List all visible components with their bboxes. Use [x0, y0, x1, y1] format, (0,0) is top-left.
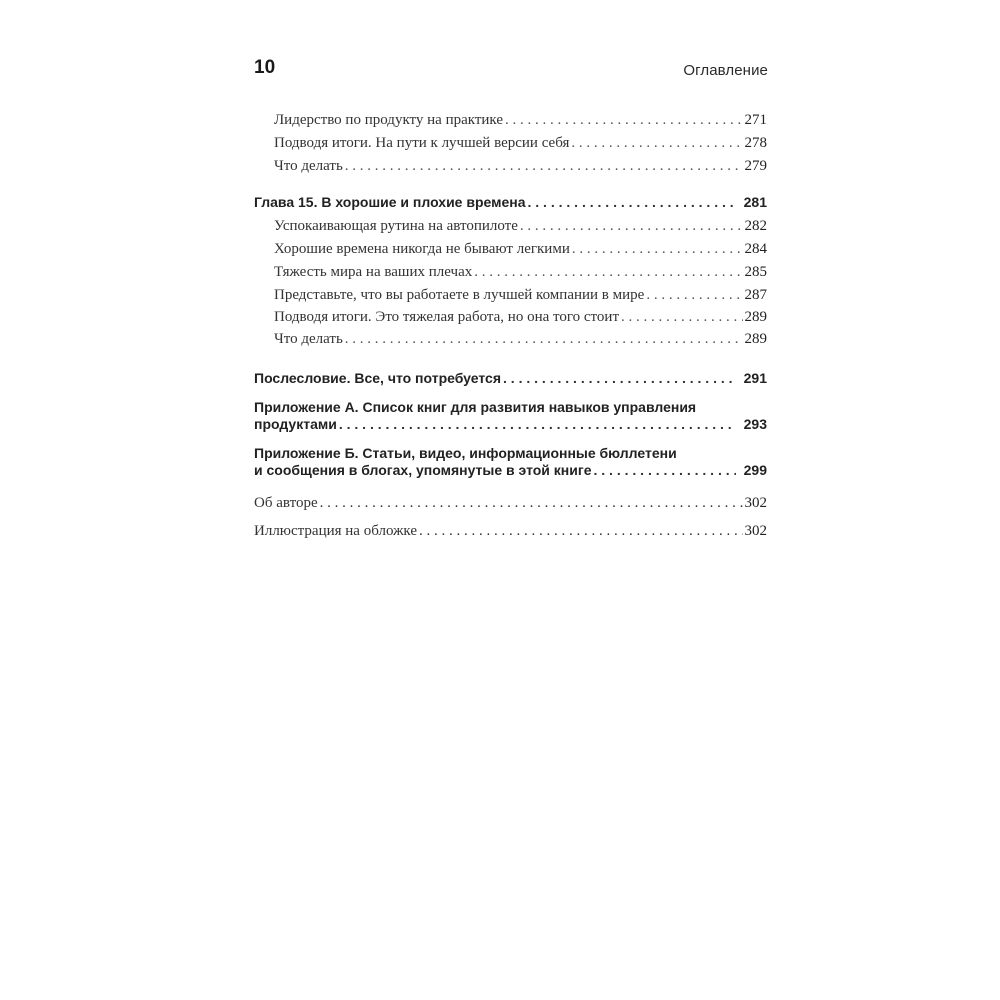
- toc-entry-page: 287: [744, 287, 767, 303]
- toc-appendix-a[interactable]: [254, 416, 767, 432]
- leader-dots: [503, 370, 736, 386]
- toc-entry-title: Успокаивающая рутина на автопилоте: [274, 218, 518, 234]
- toc-entry-page: 302: [744, 523, 767, 539]
- toc-chapter-page: 291: [743, 370, 767, 386]
- toc-chapter-page: 281: [743, 194, 767, 210]
- toc-chapter-title: Глава 15. В хорошие и плохие времена: [254, 194, 526, 210]
- toc-cover-illustration[interactable]: [254, 523, 767, 540]
- leader-dots: [474, 264, 742, 281]
- toc-entry-page: 289: [744, 331, 767, 347]
- toc-chapter-title: Послесловие. Все, что потребуется: [254, 370, 502, 386]
- toc-entry-page: 282: [744, 218, 767, 234]
- toc-entry[interactable]: [274, 287, 767, 304]
- toc-entry[interactable]: [274, 158, 767, 175]
- toc-entry-title: Иллюстрация на обложке: [254, 523, 418, 539]
- toc-entry[interactable]: [274, 241, 767, 258]
- leader-dots: [320, 495, 743, 512]
- leader-dots: [621, 309, 743, 326]
- toc-entry-page: 285: [744, 264, 767, 280]
- leader-dots: [419, 523, 742, 540]
- leader-dots: [520, 218, 743, 235]
- toc-entry-title: Об авторе: [254, 495, 318, 511]
- leader-dots: [572, 241, 743, 258]
- toc-chapter-title: продуктами: [254, 416, 337, 432]
- toc-entry[interactable]: [274, 331, 767, 348]
- toc-entry-title: Хорошие времена никогда не бывают легкими: [274, 241, 570, 257]
- toc-about-author[interactable]: [254, 495, 767, 512]
- leader-dots: [593, 462, 735, 478]
- toc-afterword[interactable]: [254, 370, 767, 386]
- toc-entry-title: Тяжесть мира на ваших плечах: [274, 264, 473, 280]
- toc-entry[interactable]: [274, 309, 767, 326]
- leader-dots: [505, 112, 743, 129]
- toc-entry[interactable]: [274, 112, 767, 129]
- leader-dots: [339, 416, 736, 432]
- toc-entry-title: Представьте, что вы работаете в лучшей компании в мире: [274, 287, 645, 303]
- toc-entry-page: 278: [744, 135, 767, 151]
- toc-entry-title: Что делать: [274, 158, 343, 174]
- running-title: Оглавление: [683, 62, 768, 79]
- toc-appendix-b[interactable]: [254, 462, 767, 478]
- toc-entry-page: 279: [744, 158, 767, 174]
- toc-chapter-page: 299: [743, 462, 767, 478]
- leader-dots: [345, 331, 743, 348]
- toc-entry[interactable]: [274, 218, 767, 235]
- toc-appendix-b-line1[interactable]: Приложение Б. Статьи, видео, информационные бюллетени: [254, 445, 677, 461]
- toc-entry[interactable]: [274, 135, 767, 152]
- page-number: 10: [254, 57, 276, 78]
- toc-chapter-page: 293: [743, 416, 767, 432]
- toc-entry-title: Подводя итоги. Это тяжелая работа, но она того стоит: [274, 309, 619, 325]
- toc-entry-title: Лидерство по продукту на практике: [274, 112, 503, 128]
- toc-entry-title: Подводя итоги. На пути к лучшей версии себя: [274, 135, 570, 151]
- toc-entry-page: 284: [744, 241, 767, 257]
- toc-entry-page: 271: [744, 112, 767, 128]
- leader-dots: [646, 287, 742, 304]
- toc-appendix-a-line1[interactable]: Приложение А. Список книг для развития навыков управления: [254, 399, 697, 415]
- toc-entry-page: 289: [744, 309, 767, 325]
- leader-dots: [345, 158, 743, 175]
- toc-entry-page: 302: [744, 495, 767, 511]
- toc-entry-title: Что делать: [274, 331, 343, 347]
- leader-dots: [571, 135, 742, 152]
- leader-dots: [528, 194, 736, 210]
- toc-entry[interactable]: [274, 264, 767, 281]
- toc-chapter-title: и сообщения в блогах, упомянутые в этой книге: [254, 462, 592, 478]
- toc-chapter[interactable]: [254, 194, 767, 210]
